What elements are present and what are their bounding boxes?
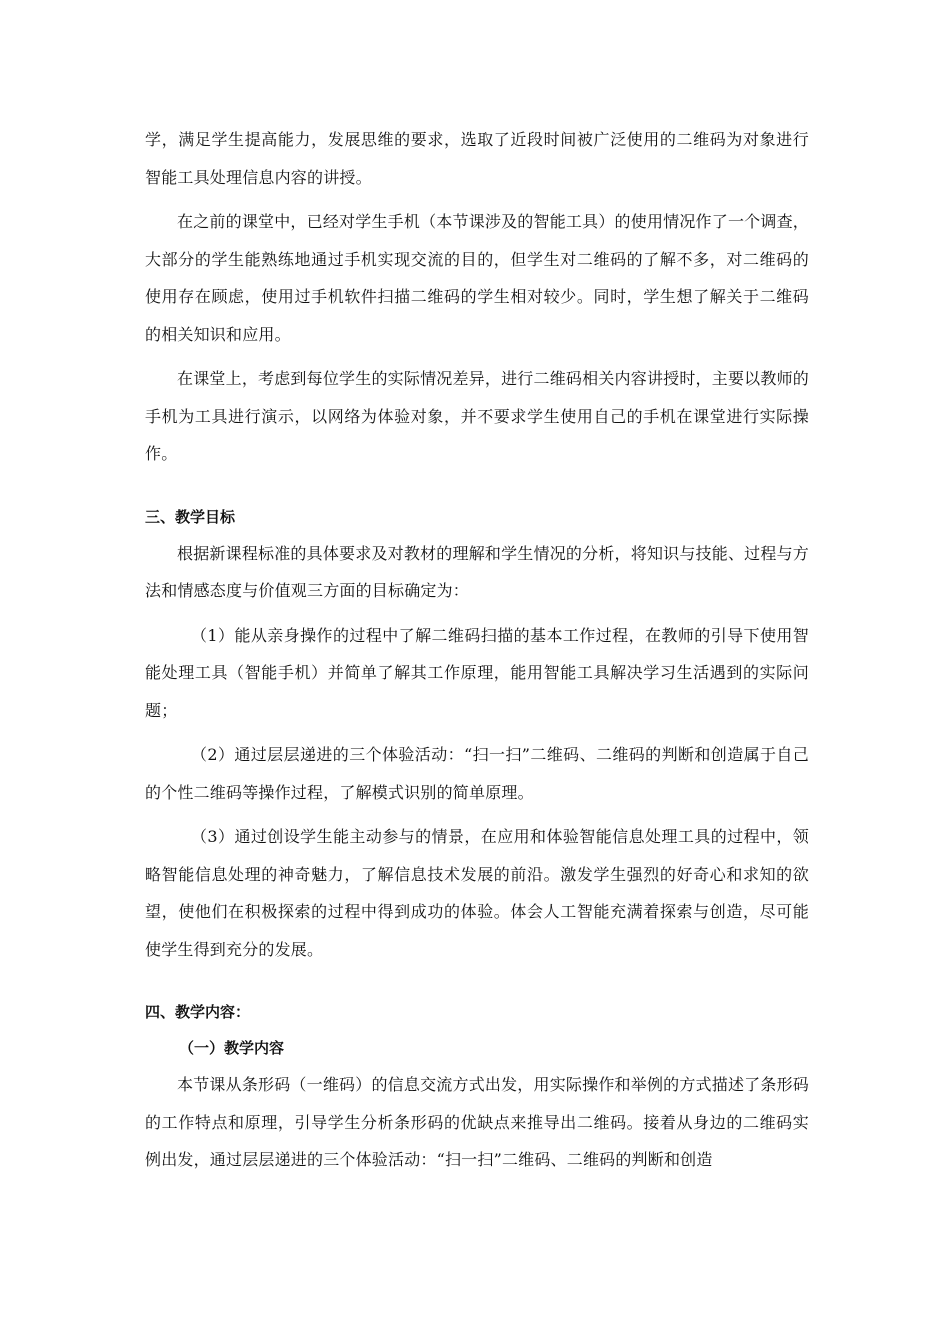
spacer	[145, 811, 809, 818]
section-heading-teaching-goals: 三、教学目标	[145, 507, 236, 526]
spacer	[145, 610, 809, 617]
paragraph-classroom: 在课堂上，考虑到每位学生的实际情况差异，进行二维码相关内容讲授时，主要以教师的手机为工具进行演示，以网络为体验对象，并不要求学生使用自己的手机在课堂进行实际操作。	[145, 369, 809, 463]
spacer	[145, 729, 809, 736]
spacer	[145, 353, 809, 360]
goal-item-3: （3）通过创设学生能主动参与的情景，在应用和体验智能信息处理工具的过程中，领略智能信息处理的神奇魅力，了解信息技术发展的前沿。激发学生强烈的好奇心和求知的欲望，使他们在积极探索的过程中得到成功的体验。体会人工智能充满着探索与创造，尽可能使学生得到充分的发展。	[145, 827, 809, 959]
spacer	[145, 196, 809, 203]
goal-item-2: （2）通过层层递进的三个体验活动：“扫一扫”二维码、二维码的判断和创造属于自己的个性二维码等操作过程，了解模式识别的简单原理。	[145, 745, 809, 802]
paragraph-goals-intro: 根据新课程标准的具体要求及对教材的理解和学生情况的分析，将知识与技能、过程与方法和情感态度与价值观三方面的目标确定为：	[145, 543, 809, 600]
document-body	[145, 121, 809, 1179]
goal-item-1: （1）能从亲身操作的过程中了解二维码扫描的基本工作过程，在教师的引导下使用智能处理工具（智能手机）并简单了解其工作原理，能用智能工具解决学习生活遇到的实际问题；	[145, 625, 809, 720]
section-heading-teaching-content: 四、教学内容：	[145, 1003, 251, 1021]
section-spacer	[145, 473, 809, 499]
paragraph-continuation: 学，满足学生提高能力，发展思维的要求，选取了近段时间被广泛使用的二维码为对象进行智能工具处理信息内容的讲授。	[145, 130, 809, 187]
paragraph-content: 本节课从条形码（一维码）的信息交流方式出发，用实际操作和举例的方式描述了条形码的工作特点和原理，引导学生分析条形码的优缺点来推导出二维码。接着从身边的二维码实例出发，通过层层递进的三个体验活动：“扫一扫”二维码、二维码的判断和创造	[145, 1075, 809, 1169]
section-spacer	[145, 968, 809, 994]
subheading-teaching-content: （一）教学内容	[179, 1039, 285, 1057]
paragraph-survey: 在之前的课堂中，已经对学生手机（本节课涉及的智能工具）的使用情况作了一个调查，大部分的学生能熟练地通过手机实现交流的目的，但学生对二维码的了解不多，对二维码的使用存在顾虑，使用过手机软件扫描二维码的学生相对较少。同时，学生想了解关于二维码的相关知识和应用。	[145, 212, 809, 344]
